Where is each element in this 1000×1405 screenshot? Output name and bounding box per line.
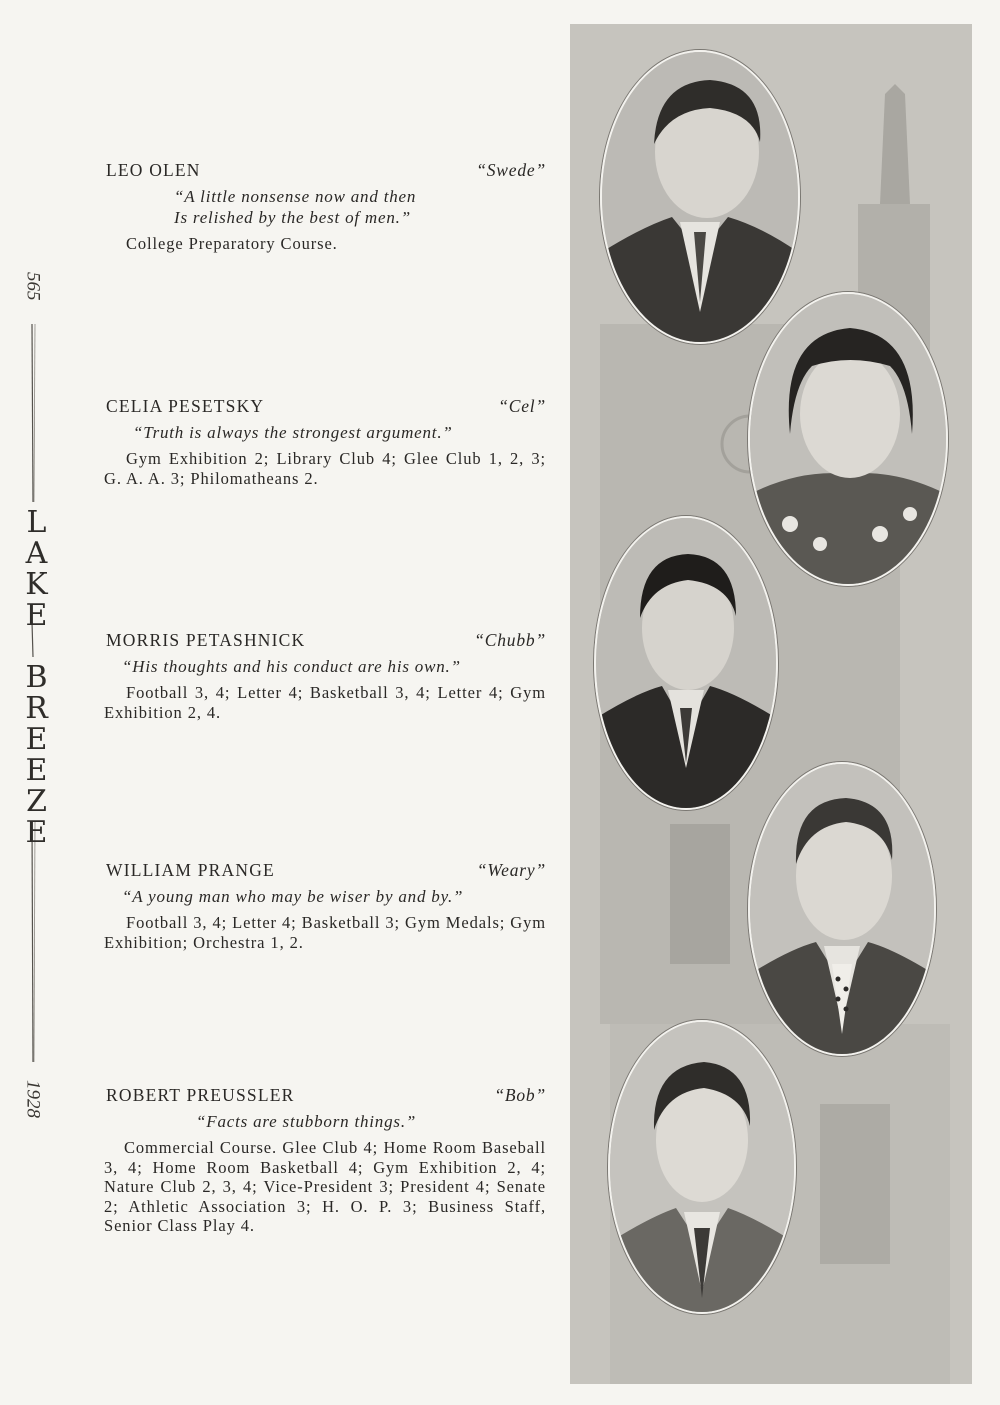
student-name: ROBERT PREUSSLER (106, 1085, 295, 1105)
student-record: Football 3, 4; Letter 4; Basketball 3, 4; Letter 4; Gym Exhibition 2, 4. (104, 683, 546, 722)
entry-celia-pesetsky (104, 396, 546, 488)
student-record: Commercial Course. Glee Club 4; Home Room Baseball 3, 4; Home Room Basketball 4; Gym Exhibition 2, 4; Nature Club 2, 3, 4; Vice-President 3; President 4; Senate 2; Athletic Association 3; H. O. P. 3; Business Staff, Senior Class Play 4. (104, 1138, 546, 1235)
page-number: 565 (22, 272, 44, 301)
photo-panel (570, 24, 972, 1384)
student-quote: “Truth is always the strongest argument.” (133, 423, 453, 442)
portrait-photo (602, 52, 798, 342)
yearbook-title: LAKE BREEZE (19, 505, 54, 846)
portrait-photo (750, 294, 946, 584)
student-record: Gym Exhibition 2; Library Club 4; Glee Club 1, 2, 3; G. A. A. 3; Philomatheans 2. (104, 449, 546, 488)
student-quote: “A young man who may be wiser by and by.” (122, 887, 464, 906)
portrait-celia-pesetsky (748, 292, 948, 586)
entry-william-prange (104, 860, 546, 952)
entry-leo-olen (104, 160, 546, 254)
portrait-morris-petashnick (594, 516, 778, 810)
quote-line: “A little nonsense now and then (174, 187, 417, 206)
student-nickname: “Swede” (476, 160, 546, 180)
student-nickname: “Weary” (476, 860, 546, 880)
portrait-leo-olen (600, 50, 800, 344)
yearbook-year: 1928 (22, 1080, 44, 1118)
student-name: MORRIS PETASHNICK (106, 630, 306, 650)
portrait-photo (596, 518, 776, 808)
quote-line: Is relished by the best of men.” (174, 208, 411, 227)
portrait-photo (610, 1022, 794, 1312)
portrait-photo (750, 764, 934, 1054)
student-nickname: “Chubb” (474, 630, 546, 650)
student-record: Football 3, 4; Letter 4; Basketball 3; Gym Medals; Gym Exhibition; Orchestra 1, 2. (104, 913, 546, 952)
portrait-robert-preussler (608, 1020, 796, 1314)
student-quote: “His thoughts and his conduct are his own.” (122, 657, 461, 676)
student-name: CELIA PESETSKY (106, 396, 265, 416)
student-quote (104, 186, 546, 228)
student-record: College Preparatory Course. (126, 234, 338, 253)
student-quote: “Facts are stubborn things.” (196, 1112, 417, 1131)
student-nickname: “Bob” (494, 1085, 546, 1105)
entry-morris-petashnick (104, 630, 546, 722)
student-name: WILLIAM PRANGE (106, 860, 275, 880)
student-nickname: “Cel” (498, 396, 546, 416)
portrait-william-prange (748, 762, 936, 1056)
student-name: LEO OLEN (106, 160, 201, 180)
entry-robert-preussler (104, 1085, 546, 1236)
